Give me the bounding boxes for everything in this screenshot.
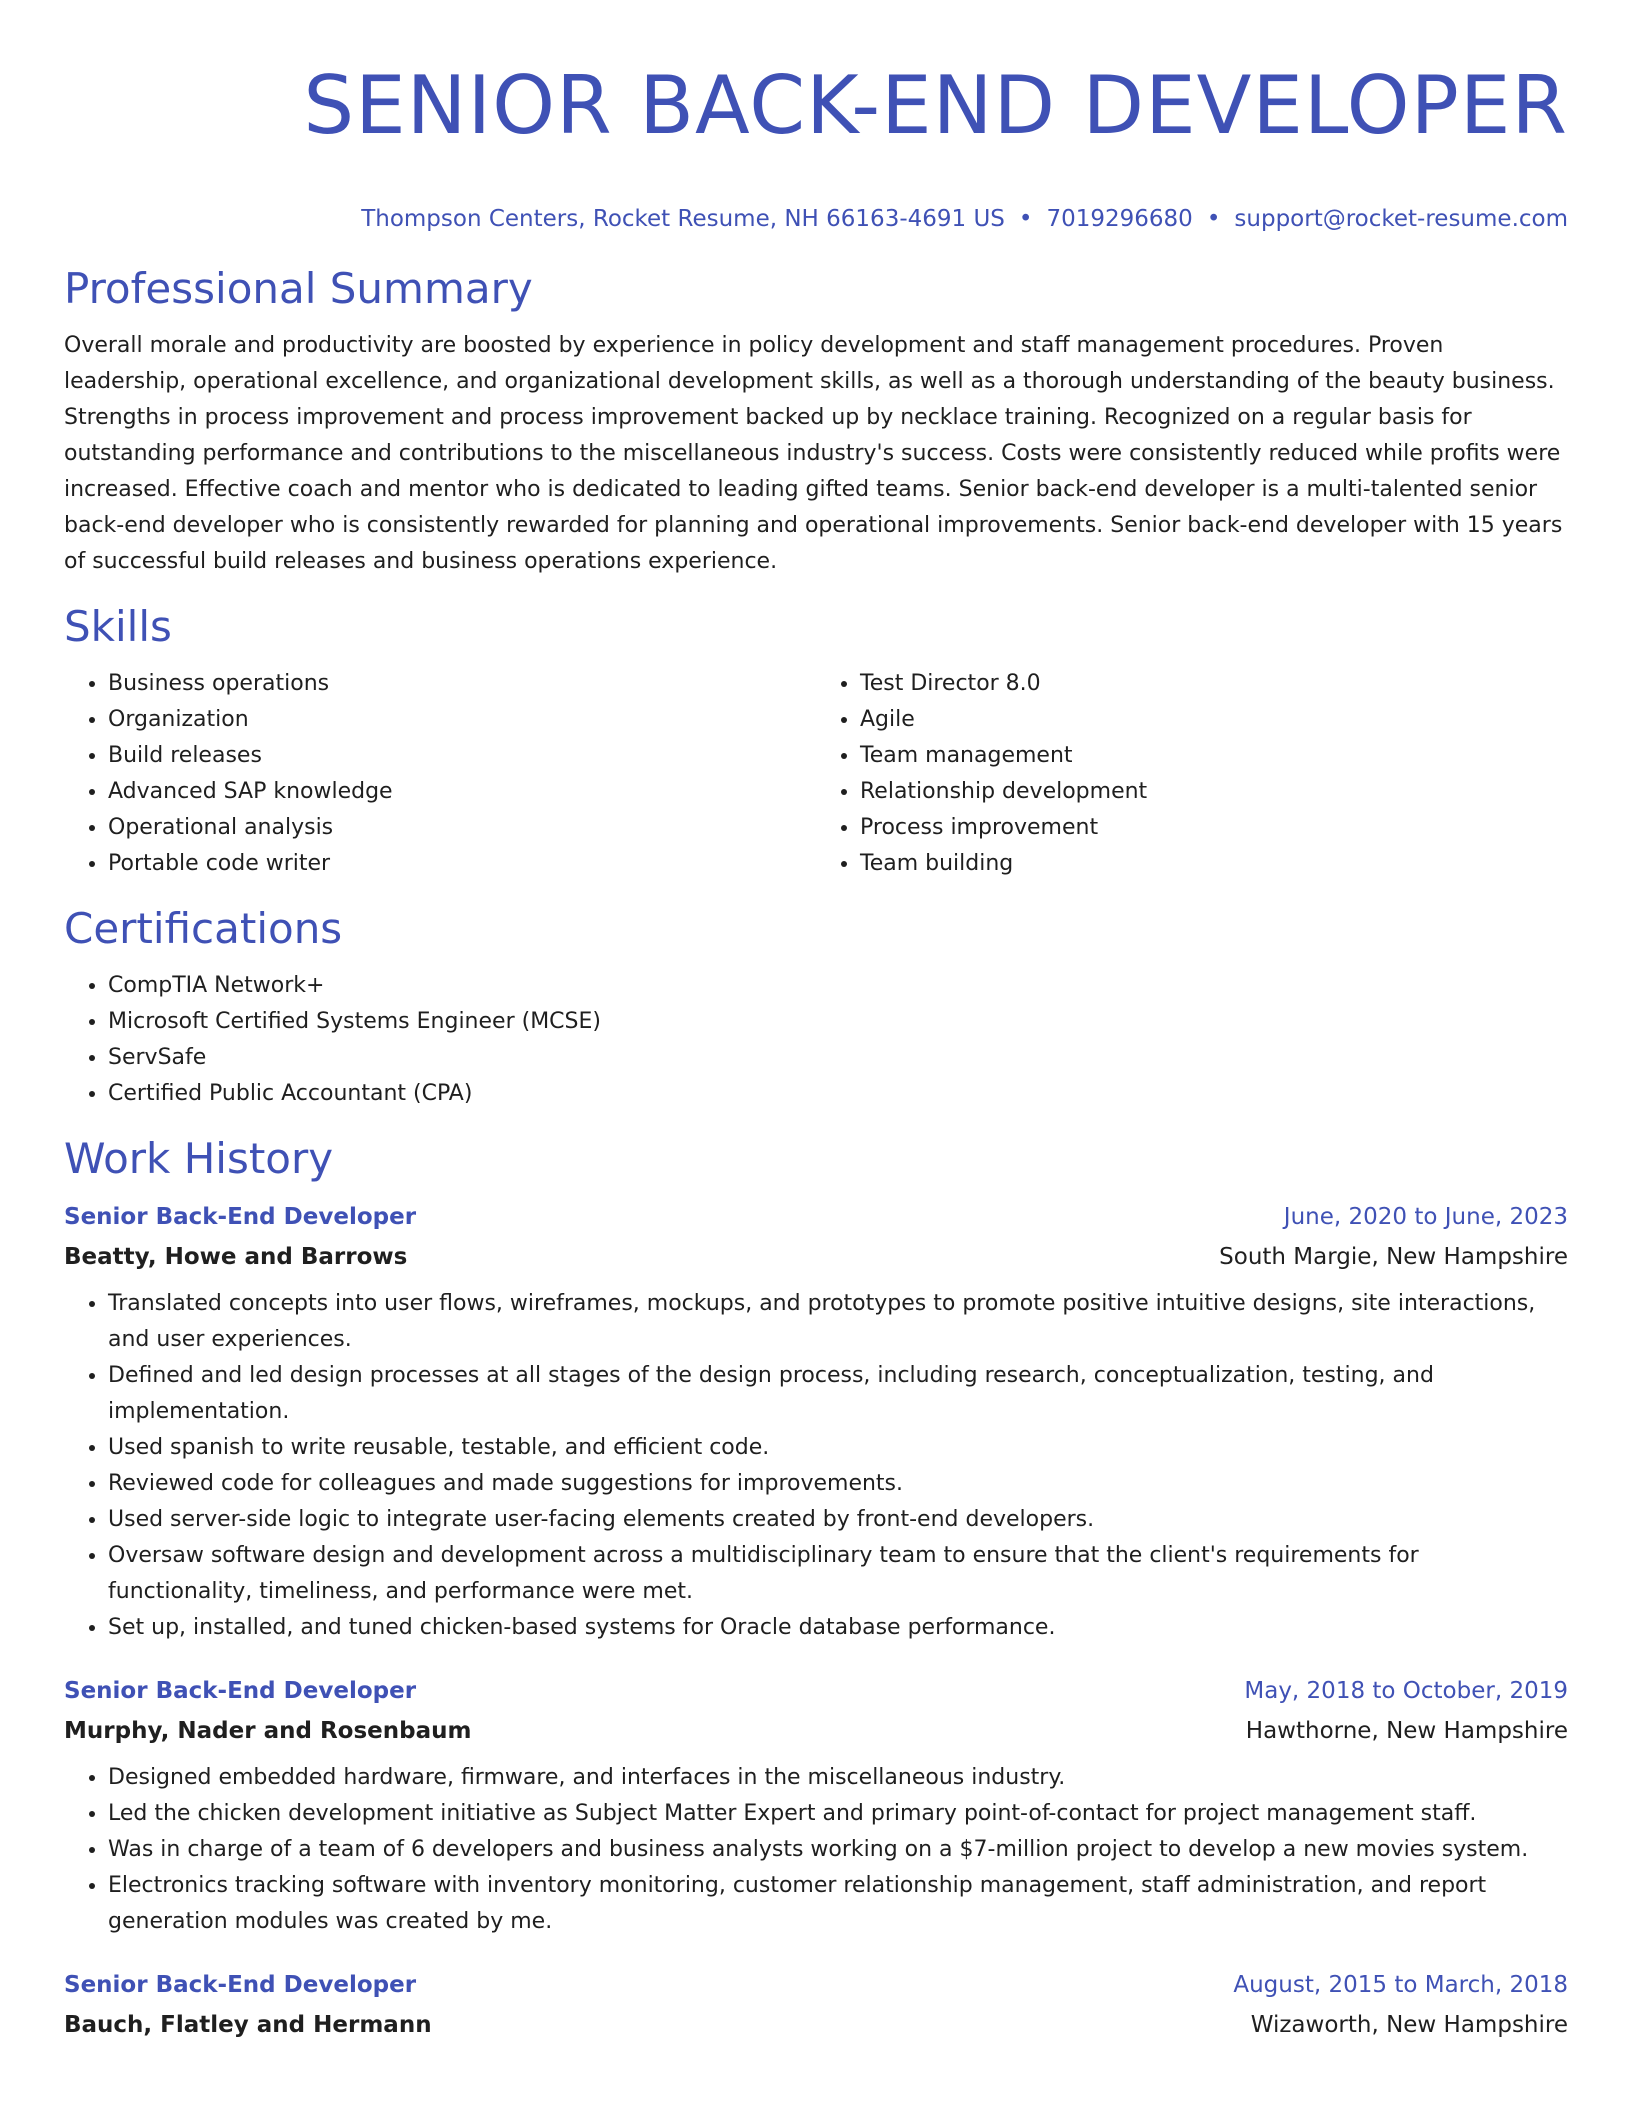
- job-location: Wizaworth, New Hampshire: [1250, 2012, 1568, 2038]
- skill-item: • Agile: [860, 702, 1568, 738]
- job-company: Beatty, Howe and Barrows: [64, 1244, 408, 1270]
- job-bullet: • Designed embedded hardware, firmware, and interfaces in the miscellaneous industry.: [108, 1760, 1568, 1796]
- job-dates: June, 2020 to June, 2023: [1283, 1204, 1568, 1230]
- certifications-list: [64, 968, 1568, 1112]
- skills-heading: Skills: [64, 602, 172, 651]
- job-title: Senior Back-End Developer: [64, 1678, 417, 1704]
- contact-line: [64, 204, 1568, 234]
- skill-item: • Portable code writer: [108, 846, 816, 882]
- summary-text: Overall morale and productivity are boosted by experience in policy development and staff management procedures. Proven leadership, operational excellence, and organizational development skills, as well as a thorough understanding of the beauty business. Strengths in process improvement and process improvement backed up by necklace training. Recognized on a regular basis for outstanding performance and contributions to the miscellaneous industry's success. Costs were consistently reduced while profits were increased. Effective coach and mentor who is dedicated to leading gifted teams. Senior back-end developer is a multi-talented senior back-end developer who is consistently rewarded for planning and operational improvements. Senior back-end developer with 15 years of successful build releases and business operations experience.: [64, 333, 1563, 574]
- certification-item: • Microsoft Certified Systems Engineer (MCSE): [108, 1004, 1568, 1040]
- job-title: Senior Back-End Developer: [64, 1972, 417, 1998]
- job-entry: [64, 1970, 1568, 2040]
- job-bullet: • Electronics tracking software with inventory monitoring, customer relationship management, staff administration, and report generation modules was created by me.: [108, 1868, 1568, 1940]
- skill-item: • Build releases: [108, 738, 816, 774]
- skill-item: • Team building: [860, 846, 1568, 882]
- job-dates: August, 2015 to March, 2018: [1233, 1972, 1568, 1998]
- job-title: Senior Back-End Developer: [64, 1204, 417, 1230]
- skill-item: • Process improvement: [860, 810, 1568, 846]
- job-bullet: • Oversaw software design and development across a multidisciplinary team to ensure that the client's requirements for functionality, timeliness, and performance were met.: [108, 1538, 1568, 1610]
- job-dates: May, 2018 to October, 2019: [1244, 1678, 1568, 1704]
- job-company: Bauch, Flatley and Hermann: [64, 2012, 432, 2038]
- job-bullet: • Set up, installed, and tuned chicken-based systems for Oracle database performance.: [108, 1610, 1568, 1646]
- contact-email[interactable]: support@rocket-resume.com: [1234, 206, 1568, 232]
- job-bullet: • Translated concepts into user flows, wireframes, mockups, and prototypes to promote positive intuitive designs, site interactions, and user experiences.: [108, 1286, 1568, 1358]
- job-bullets: [64, 1286, 1568, 1646]
- work-history-heading: Work History: [64, 1134, 334, 1183]
- skill-item: • Relationship development: [860, 774, 1568, 810]
- certification-item: • CompTIA Network+: [108, 968, 1568, 1004]
- job-bullet: • Defined and led design processes at all stages of the design process, including research, conceptualization, testing, and implementation.: [108, 1358, 1568, 1430]
- resume-title: SENIOR BACK-END DEVELOPER: [303, 59, 1568, 152]
- certifications-section: [64, 902, 1568, 1112]
- certification-item: • ServSafe: [108, 1040, 1568, 1076]
- job-entry: [64, 1676, 1568, 1940]
- skill-item: • Team management: [860, 738, 1568, 774]
- skills-section: [64, 600, 1568, 882]
- certification-item: • Certified Public Accountant (CPA): [108, 1076, 1568, 1112]
- job-bullets: [64, 1760, 1568, 1940]
- job-location: South Margie, New Hampshire: [1219, 1244, 1568, 1270]
- contact-address: Thompson Centers, Rocket Resume, NH 66163-4691 US: [361, 206, 1005, 232]
- summary-section: [64, 262, 1568, 580]
- job-entry: [64, 1202, 1568, 1646]
- contact-separator: •: [1206, 206, 1221, 232]
- skill-item: • Operational analysis: [108, 810, 816, 846]
- contact-phone[interactable]: 7019296680: [1046, 206, 1193, 232]
- job-bullet: • Was in charge of a team of 6 developers and business analysts working on a $7-million project to develop a new movies system.: [108, 1832, 1568, 1868]
- job-location: Hawthorne, New Hampshire: [1245, 1718, 1568, 1744]
- skills-list-left: [64, 666, 816, 882]
- contact-separator: •: [1018, 206, 1033, 232]
- job-bullet: • Reviewed code for colleagues and made suggestions for improvements.: [108, 1466, 1568, 1502]
- job-bullet: • Used server-side logic to integrate user-facing elements created by front-end developers.: [108, 1502, 1568, 1538]
- job-company: Murphy, Nader and Rosenbaum: [64, 1718, 472, 1744]
- certifications-heading: Certifications: [64, 904, 343, 953]
- work-history-section: [64, 1132, 1568, 2040]
- skill-item: • Advanced SAP knowledge: [108, 774, 816, 810]
- skill-item: • Test Director 8.0: [860, 666, 1568, 702]
- skill-item: • Organization: [108, 702, 816, 738]
- summary-heading: Professional Summary: [64, 264, 533, 313]
- job-bullet: • Led the chicken development initiative as Subject Matter Expert and primary point-of-contact for project management staff.: [108, 1796, 1568, 1832]
- job-bullet: • Used spanish to write reusable, testable, and efficient code.: [108, 1430, 1568, 1466]
- skills-list-right: [816, 666, 1568, 882]
- skill-item: • Business operations: [108, 666, 816, 702]
